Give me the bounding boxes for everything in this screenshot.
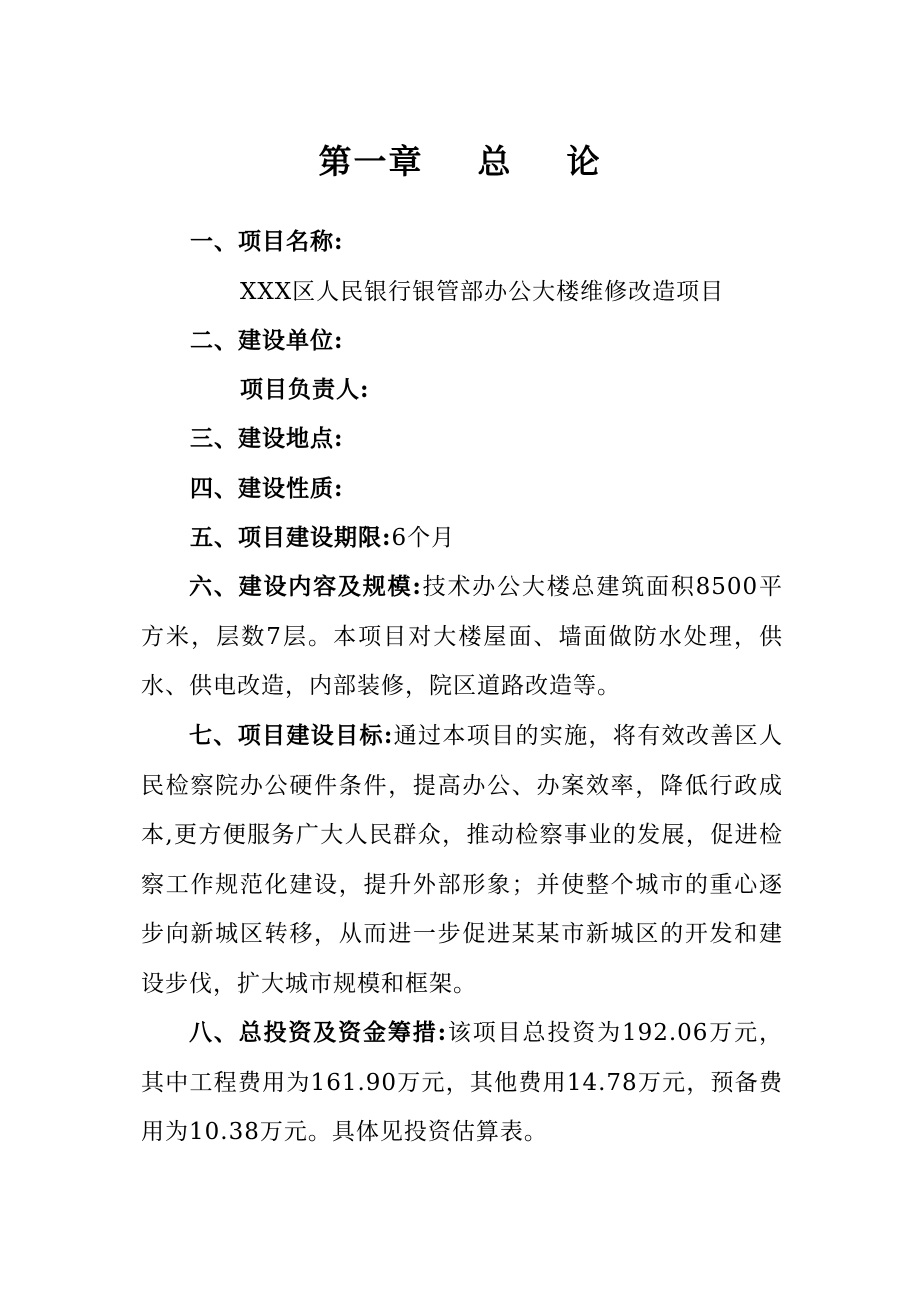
section-7 xyxy=(141,711,783,1009)
investment-summary: 该项目总投资为192.06万元，其中工程费用为161.90万元，其他费用14.78万元，预备费用为10.38万元。具体见投资估算表。 xyxy=(141,1020,783,1145)
section-5-label: 五、项目建设期限: xyxy=(190,524,392,551)
section-8 xyxy=(141,1008,783,1158)
construction-goal: 通过本项目的实施，将有效改善区人民检察院办公硬件条件，提高办公、办案效率，降低行政成本,更方便服务广大人民群众，推动检察事业的发展，促进检察工作规范化建设，提升外部形象；并使整个城市的重心逐步向新城区转移，从而进一步促进某某市新城区的开发和建设步伐，扩大城市规模和框架。 xyxy=(141,723,783,997)
section-8-label: 八、总投资及资金筹措: xyxy=(189,1019,448,1046)
section-4-label: 四、建设性质: xyxy=(190,475,344,502)
section-5 xyxy=(190,518,455,558)
section-6-label: 六、建设内容及规模: xyxy=(189,573,422,600)
section-1-label: 一、项目名称: xyxy=(190,228,344,255)
section-3-label: 三、建设地点: xyxy=(190,425,344,452)
section-6 xyxy=(141,562,783,712)
project-name: XXX区人民银行银管部办公大楼维修改造项目 xyxy=(240,279,725,305)
section-2-label: 二、建设单位: xyxy=(190,327,344,354)
section-7-label: 七、项目建设目标: xyxy=(189,722,394,749)
construction-period: 6个月 xyxy=(391,525,456,551)
chapter-title: 第一章 总 论 xyxy=(318,142,602,181)
project-lead-label: 项目负责人: xyxy=(240,376,370,403)
construction-content: 技术办公大楼总建筑面积8500平方米，层数7层。本项目对大楼屋面、墙面做防水处理，供水、供电改造，内部装修，院区道路改造等。 xyxy=(141,574,783,699)
